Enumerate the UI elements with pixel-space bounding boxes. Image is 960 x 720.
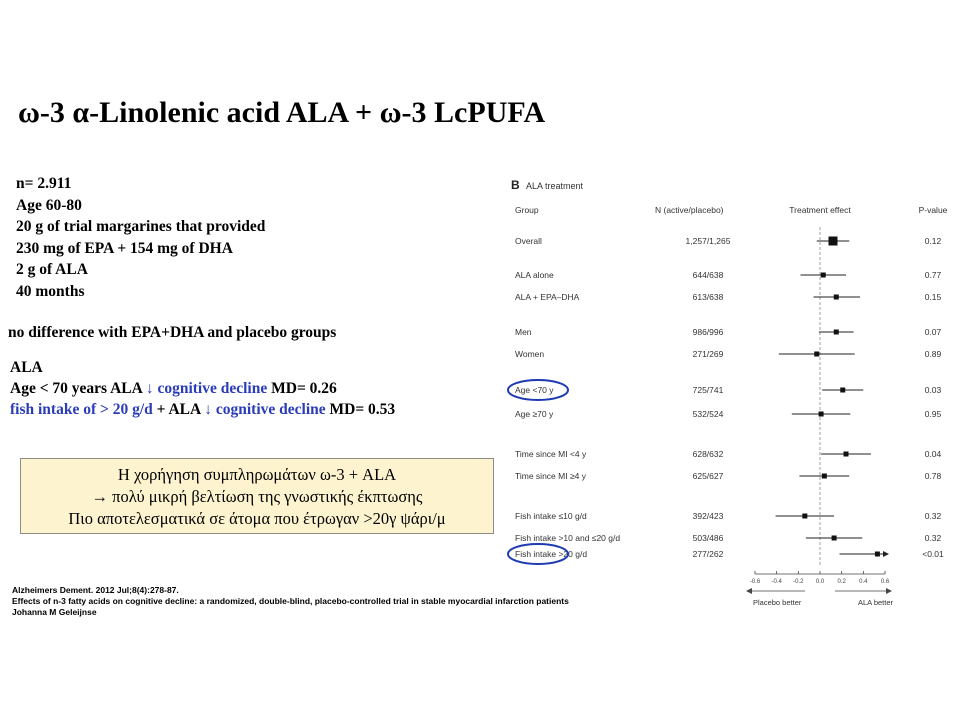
forest-plot <box>505 172 950 612</box>
row-p-label: <0.01 <box>922 549 944 559</box>
row-n-label: 625/627 <box>692 471 724 481</box>
row-n-label: 277/262 <box>692 549 724 559</box>
row-p-label: 0.03 <box>924 385 942 395</box>
x-tick-label: -0.4 <box>771 579 782 585</box>
point-estimate <box>814 352 819 357</box>
column-header-p: P-value <box>918 205 948 215</box>
ala-better-arrow-head <box>886 588 892 594</box>
point-estimate <box>802 514 807 519</box>
fish-finding-highlight: cognitive decline <box>212 401 326 418</box>
left-direction-label: Placebo better <box>753 598 802 607</box>
x-tick-label: 0.2 <box>837 579 846 585</box>
row-group-label: Age <70 y <box>515 385 554 395</box>
reference-author: Johanna M Geleijnse <box>12 607 97 617</box>
row-p-label: 0.77 <box>924 270 942 280</box>
row-p-label: 0.15 <box>924 292 942 302</box>
row-group-label: ALA + EPA–DHA <box>515 292 580 302</box>
point-estimate <box>834 330 839 335</box>
point-estimate <box>840 388 845 393</box>
point-estimate <box>822 474 827 479</box>
row-n-label: 1,257/1,265 <box>685 236 731 246</box>
panel-title: ALA treatment <box>526 181 584 191</box>
x-tick-label: 0.0 <box>815 579 825 585</box>
study-detail-line: Age 60-80 <box>16 196 82 214</box>
age-finding-highlight: cognitive decline <box>153 380 268 397</box>
row-group-label: Overall <box>515 236 542 246</box>
references <box>12 585 569 618</box>
row-n-label: 392/423 <box>692 511 724 521</box>
row-group-label: Time since MI ≥4 y <box>515 471 586 481</box>
point-estimate <box>844 452 849 457</box>
greek-summary-line: Η χορήγηση συμπληρωμάτων ω-3 + ALA <box>117 465 397 484</box>
row-n-label: 725/741 <box>692 385 724 395</box>
ala-heading: ALA <box>10 359 43 376</box>
fish-finding-suffix: MD= 0.53 <box>325 401 396 418</box>
placebo-better-arrow-head <box>746 588 752 594</box>
x-tick-label: 0.6 <box>880 579 890 585</box>
fish-finding <box>10 399 395 420</box>
row-p-label: 0.89 <box>924 349 942 359</box>
down-arrow-icon: ↓ <box>204 401 212 418</box>
fish-finding-prefix: fish intake of > 20 g/d <box>10 401 153 418</box>
row-group-label: ALA alone <box>515 270 554 280</box>
row-group-label: Fish intake >10 and ≤20 g/d <box>515 533 621 543</box>
row-n-label: 644/638 <box>692 270 724 280</box>
point-estimate <box>834 295 839 300</box>
greek-summary-line: → πολύ μικρή βελτίωση της γνωστικής έκπτωσης <box>91 487 423 506</box>
down-arrow-icon: ↓ <box>145 380 154 397</box>
row-p-label: 0.04 <box>924 449 942 459</box>
slide-title: ω-3 α-Linolenic acid ALA + ω-3 LcPUFA <box>18 96 546 129</box>
age-finding <box>10 378 395 399</box>
row-group-label: Time since MI <4 y <box>515 449 587 459</box>
reference-title: Effects of n-3 fatty acids on cognitive decline: a randomized, double-blind, placebo-controlled trial in stable myocardial infarction patients <box>12 596 569 606</box>
row-n-label: 532/524 <box>692 409 724 419</box>
ala-findings <box>10 357 395 420</box>
forest-plot-svg <box>505 172 950 612</box>
point-estimate <box>832 536 837 541</box>
no-difference-note: no difference with EPA+DHA and placebo groups <box>8 324 337 341</box>
point-estimate <box>829 237 838 246</box>
age-finding-prefix: Age < 70 years ALA <box>10 380 146 397</box>
row-group-label: Fish intake >20 g/d <box>515 549 588 559</box>
right-direction-label: ALA better <box>857 598 893 607</box>
study-detail-line: 230 mg of EPA + 154 mg of DHA <box>16 239 233 257</box>
study-detail-line: 20 g of trial margarines that provided <box>16 218 266 236</box>
study-detail-line: 40 months <box>16 282 85 300</box>
greek-summary-line: Πιο αποτελεσματικά σε άτομα που έτρωγαν >20γ ψάρι/μ <box>68 509 446 528</box>
column-header-effect: Treatment effect <box>789 205 851 215</box>
row-p-label: 0.95 <box>924 409 942 419</box>
row-p-label: 0.78 <box>924 471 942 481</box>
row-p-label: 0.12 <box>924 236 942 246</box>
age-finding-suffix: MD= 0.26 <box>267 380 337 397</box>
study-detail-line: n= 2.911 <box>16 175 72 192</box>
fish-finding-mid: + ALA <box>152 401 205 418</box>
row-n-label: 628/632 <box>692 449 724 459</box>
point-estimate <box>819 412 824 417</box>
ci-arrow-head <box>883 551 889 557</box>
row-p-label: 0.07 <box>924 327 942 337</box>
point-estimate <box>875 552 880 557</box>
study-detail-line: 2 g of ALA <box>16 261 88 279</box>
row-n-label: 503/486 <box>692 533 724 543</box>
greek-summary-box <box>20 458 494 534</box>
row-n-label: 986/996 <box>692 327 724 337</box>
x-tick-label: 0.4 <box>859 579 868 585</box>
point-estimate <box>821 273 826 278</box>
panel-letter: B <box>511 178 520 192</box>
row-group-label: Age ≥70 y <box>515 409 554 419</box>
row-p-label: 0.32 <box>924 533 942 543</box>
reference-journal: Alzheimers Dement. 2012 Jul;8(4):278-87. <box>12 585 179 595</box>
row-n-label: 271/269 <box>692 349 724 359</box>
row-n-label: 613/638 <box>692 292 724 302</box>
row-group-label: Women <box>515 349 545 359</box>
column-header-n: N (active/placebo) <box>655 205 724 215</box>
row-group-label: Fish intake ≤10 g/d <box>515 511 587 521</box>
row-group-label: Men <box>515 327 532 337</box>
x-tick-label: -0.6 <box>749 579 761 585</box>
row-p-label: 0.32 <box>924 511 942 521</box>
column-header-group: Group <box>515 205 539 215</box>
study-details <box>16 173 265 303</box>
x-tick-label: -0.2 <box>793 579 804 585</box>
